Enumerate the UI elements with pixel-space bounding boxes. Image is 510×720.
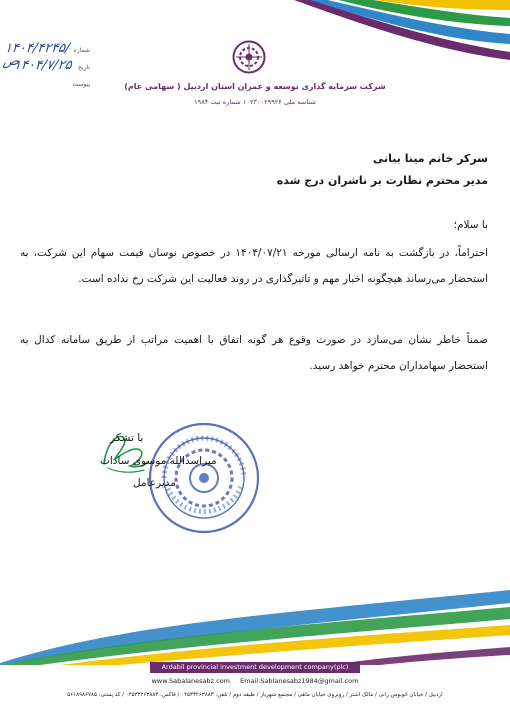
footer-english-name: Ardabil provincial investment development company(plc) — [161, 663, 349, 671]
meta-attachment-row — [4, 78, 90, 95]
meta-attachment-label: پیوست — [72, 81, 90, 88]
footer-email-link[interactable]: Email:Sablanesabz1984@gmail.com — [240, 677, 359, 685]
recipient-title: مدیر محترم نظارت بر ناشران درج شده — [276, 174, 488, 187]
meta-number-label: شماره — [73, 47, 90, 54]
footer-english-name-bar — [150, 662, 360, 673]
meta-date-row — [4, 58, 90, 78]
signer-name: میراسدالله موسوی سادات — [100, 455, 217, 467]
recipient-name: سرکر خانم مینا بیانی — [372, 152, 488, 165]
company-name: شرکت سرمایه گذاری توسعه و عمران استان اردبیل ( سهامی عام) — [124, 82, 386, 91]
company-logo-icon — [232, 40, 266, 74]
letter-meta — [2, 41, 90, 95]
body-paragraph-2: ضمناً خاطر نشان می‌سازد در صورت وقوع هر گونه اتفاق با اهمیت مراتب از طریق سامانه کدال به استحضار سهامداران محترم خواهد رسید. — [20, 334, 488, 372]
meta-date-value: ۱۴۰۴/۷/۲۵ — [13, 58, 74, 73]
header-stripes-decoration — [280, 0, 510, 110]
registration-numbers: شناسه ملی ۱۰۲۳۰۰۲۹۹۲۶ شماره ثبت ۱۹۸۴ — [194, 98, 316, 106]
meta-date-label: تاریخ — [78, 64, 90, 71]
body-paragraph-1: احتراماً، در بازگشت به نامه ارسالی مورخه ۱۴۰۴/۰۷/۲۱ در خصوص نوسان قیمت سهام این شرکت، به استحضار می‌رساند هیچگونه اخبار مهم و تاثیرگذاری در روند فعالیت این شرکت رخ نداده است. — [20, 247, 488, 285]
greeting: با سلام؛ — [453, 219, 488, 231]
signer-title: مدیرعامل — [133, 477, 176, 489]
footer-waves-decoration — [0, 585, 510, 665]
closing-thanks: با تشکر — [110, 432, 144, 444]
footer-address: اردبیل / خیابان اتوبوس رانی / مالک اشتر / روبروی خیابان ماهی / مجتمع شهریار / طبقه دوم / تلفن: ۰۴۵۳۳۲۶۳۸۸۳ / فاکس: ۰۴۵۳۳۲۶۳۸۸۳ / کد پستی: ۵۶۱۸۹۸۶۷۸۵ — [67, 692, 443, 698]
footer-website-link[interactable]: www.Sabalanesabz.com — [151, 677, 230, 685]
meta-number-value: ۱۴۰۴/۴۲۴۵/ص — [2, 41, 71, 69]
footer-contacts — [0, 677, 510, 685]
